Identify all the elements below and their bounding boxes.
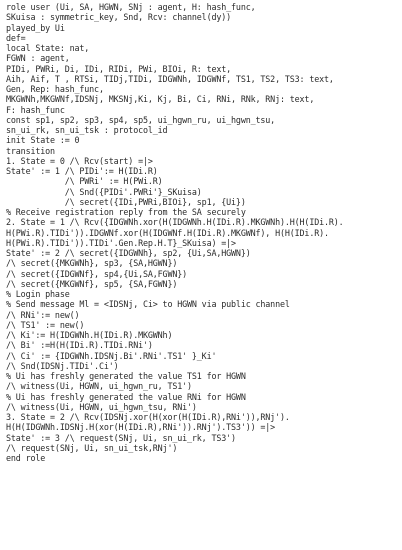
- comment-line: % Send message Ml = <IDSNj, Ci> to HGWN via public channel: [6, 299, 290, 310]
- comment-line: % Login phase: [6, 289, 70, 299]
- code-line: Aih, Aif, T , RTSi, TIDj,TIDi, IDGWNh, IDGWNf, TS1, TS2, TS3: text,: [6, 73, 334, 84]
- code-line: /\ Snd({PIDi'.PWRi'}_SKuisa): [6, 186, 202, 197]
- code-line: local State: nat,: [6, 43, 90, 53]
- code-line: SKuisa : symmetric_key, Snd, Rcv: channel(dy)): [6, 12, 232, 23]
- code-line: /\ Ci' := {IDGWNh.IDSNj.Bi'.RNi'.TS1' }_Ki': [6, 350, 217, 361]
- code-line: 2. State = 1 /\ Rcv({IDGWNh.xor(H(IDGWNh.H(IDi.R).MKGWNh).H(H(IDi.R).: [6, 217, 344, 228]
- code-line: const sp1, sp2, sp3, sp4, sp5, ui_hgwn_ru, ui_hgwn_tsu,: [6, 114, 276, 125]
- code-line: MKGWNh,MKGWNf,IDSNj, MKSNj,Ki, Kj, Bi, Ci, RNi, RNk, RNj: text,: [6, 94, 315, 105]
- code-line: played_by Ui: [6, 22, 65, 33]
- code-line: /\ TS1' := new(): [6, 319, 85, 330]
- code-line: H(PWi.R).TIDi')).IDGWNf.xor(H(IDGWNf.H(IDi.R).MKGWNf), H(H(IDi.R).: [6, 227, 329, 238]
- code-line: def=: [6, 32, 26, 43]
- code-line: Gen, Rep: hash_func,: [6, 84, 104, 94]
- code-line: State' := 2 /\ secret({IDGWNh}, sp2, {Ui,SA,HGWN}): [6, 248, 251, 258]
- code-line: PIDi, PWRi, Di, IDi, RIDi, PWi, BIOi, R: text,: [6, 63, 232, 74]
- code-line: /\ witness(Ui, HGWN, ui_hgwn_ru, TS1'): [6, 381, 192, 392]
- code-line: /\ Snd(IDSNj.TIDi'.Ci'): [6, 360, 119, 371]
- code-line: H(H(IDGWNh.IDSNj.H(xor(H(IDi.R),RNi')).RNj').TS3')) =|>: [6, 422, 276, 433]
- code-line: /\ secret({MKGWNf}, sp5, {SA,FGWN}): [6, 278, 178, 289]
- code-line: /\ secret({IDGWNf}, sp4,{Ui,SA,FGWN}): [6, 268, 188, 279]
- code-line: /\ secret({IDi,PWRi,BIOi}, sp1, {Ui}): [6, 196, 246, 207]
- code-line: State' := 1 /\ PIDi':= H(IDi.R): [6, 166, 158, 176]
- code-line: 1. State = 0 /\ Rcv(start) =|>: [6, 155, 153, 166]
- code-line: State' := 3 /\ request(SNj, Ui, sn_ui_rk, TS3'): [6, 432, 236, 443]
- comment-line: % Receive registration reply from the SA securely: [6, 207, 246, 217]
- code-line: transition: [6, 145, 55, 156]
- code-line: end role: [6, 453, 46, 463]
- code-line: /\ witness(Ui, HGWN, ui_hgwn_tsu, RNi'): [6, 401, 197, 412]
- code-line: /\ request(SNj, Ui, sn_ui_tsk,RNj'): [6, 442, 178, 453]
- code-line: F: hash_func: [6, 104, 65, 115]
- code-line: 3. State = 2 /\ Rcv(IDSNj.xor(H(xor(H(IDi.R),RNi')),RNj').: [6, 412, 290, 422]
- code-line: sn_ui_rk, sn_ui_tsk : protocol_id: [6, 125, 168, 135]
- code-line: H(PWi.R).TIDi')).TIDi'.Gen.Rep.H.T}_SKuisa) =|>: [6, 237, 236, 248]
- comment-line: % Ui has freshly generated the value TS1 for HGWN: [6, 371, 246, 381]
- code-line: /\ PWRi' := H(PWi.R): [6, 176, 163, 187]
- code-line: role user (Ui, SA, HGWN, SNj : agent, H: hash_func,: [6, 2, 256, 12]
- code-line: /\ Ki':= H(IDGWNh.H(IDi.R).MKGWNh): [6, 330, 173, 340]
- comment-line: % Ui has freshly generated the value RNi for HGWN: [6, 391, 246, 402]
- code-line: FGWN : agent,: [6, 53, 70, 64]
- code-line: init State := 0: [6, 135, 80, 146]
- code-line: /\ RNi':= new(): [6, 309, 80, 320]
- code-line: /\ Bi' :=H(H(IDi.R).TIDi.RNi'): [6, 340, 153, 351]
- code-line: /\ secret({MKGWNh}, sp3, {SA,HGWN}): [6, 258, 178, 269]
